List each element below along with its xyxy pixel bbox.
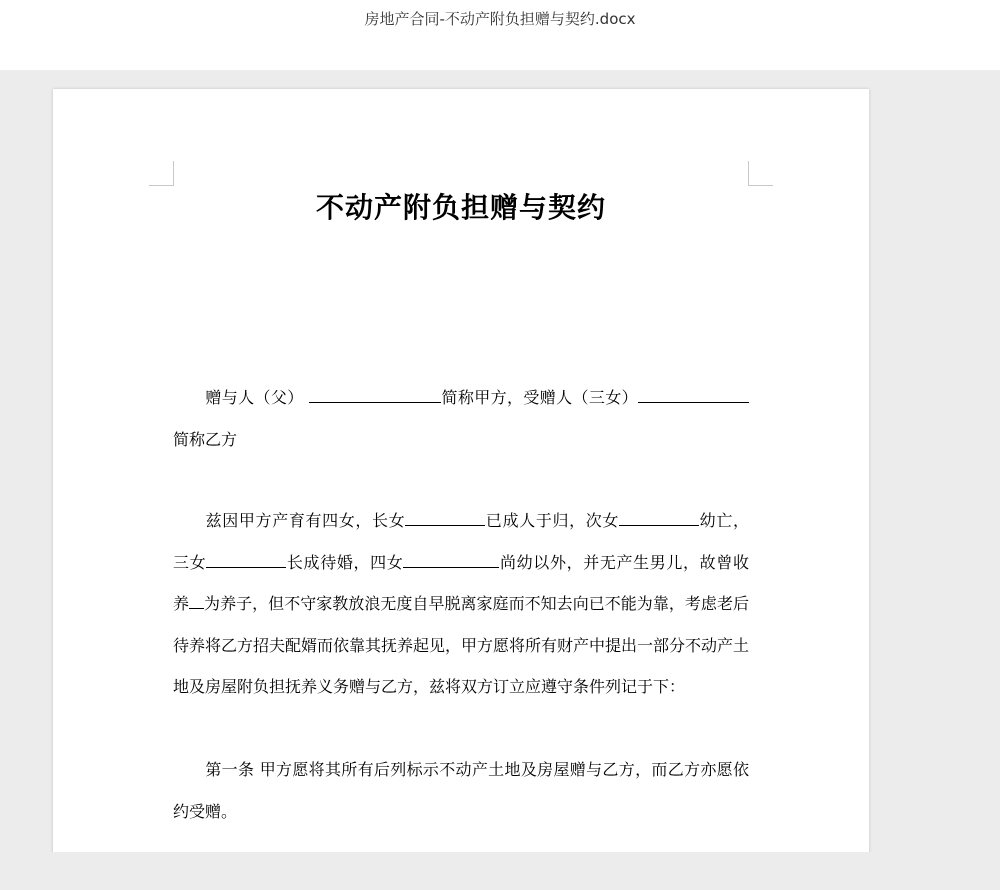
blank-line — [206, 554, 286, 568]
margin-corner-top-left — [149, 161, 174, 186]
document-page — [53, 89, 869, 890]
title-bar — [0, 0, 1000, 70]
blank-line — [189, 595, 204, 609]
blank-line — [619, 512, 699, 526]
text-segment: 简称乙方 — [173, 429, 238, 449]
document-heading: 不动产附负担赠与契约 — [315, 191, 606, 224]
paragraph-recitals — [173, 500, 749, 708]
text-segment: 尚幼以外，并无产生男儿，故曾收养 — [173, 552, 749, 613]
document-filename: 房地产合同-不动产附负担赠与契约.docx — [364, 10, 636, 28]
blank-line — [405, 512, 485, 526]
paragraph-article-1 — [173, 749, 749, 832]
viewer-bottom-band — [0, 852, 1000, 890]
paragraph-parties — [173, 377, 749, 460]
text-segment: 第一条 甲方愿将其所有后列标示不动产土地及房屋赠与乙方，而乙方亦愿依约受赠。 — [173, 760, 749, 821]
text-segment: 为养子，但不守家教放浪无度自早脱离家庭而不知去向已不能为靠，考虑老后待养将乙方招夫配婿而依靠其抚养起见，甲方愿将所有财产中提出一部分不动产土地及房屋附负担抚养义务赠与乙方，兹将双方订立应遵守条件列记于下： — [173, 594, 750, 696]
blank-line — [309, 389, 441, 403]
blank-line — [403, 554, 499, 568]
text-segment: 长成待婚，四女 — [286, 552, 404, 572]
text-segment: 幼亡，三女 — [173, 511, 749, 572]
document-viewer[interactable] — [0, 70, 1000, 890]
text-segment: 兹因甲方产育有四女，长女 — [205, 511, 406, 530]
text-segment: 简称甲方，受赠人（三女） — [441, 388, 638, 407]
blank-line — [638, 389, 749, 403]
margin-corner-top-right — [748, 161, 773, 186]
text-segment: 赠与人（父） — [205, 388, 304, 407]
text-segment: 已成人于归，次女 — [485, 511, 620, 530]
